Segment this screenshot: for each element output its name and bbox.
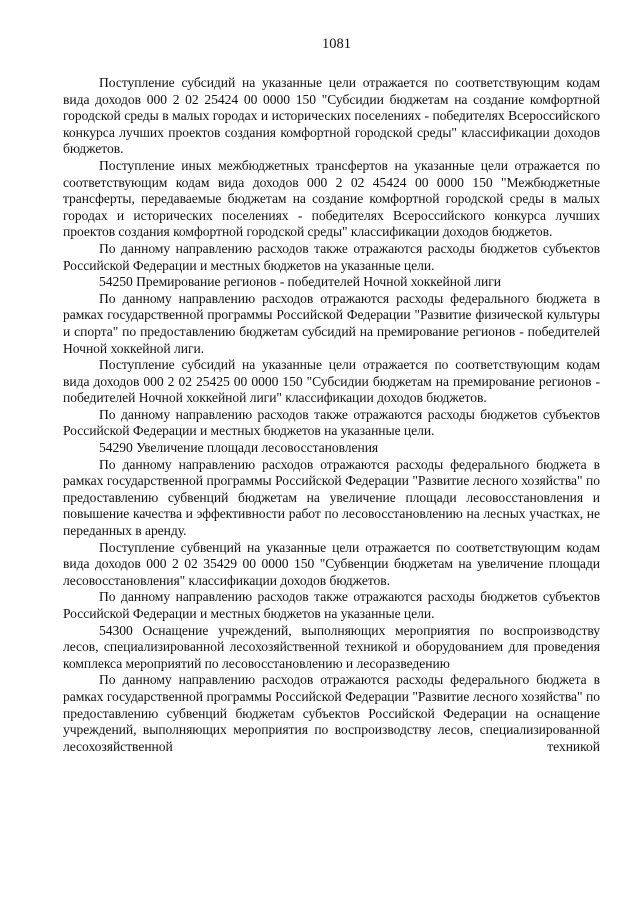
paragraph: По данному направлению расходов отражаются расходы федерального бюджета в рамках государственной программы Российской Федерации "Развитие физической культуры и спорта" по предоставлению бюджетам субсидий на премирование регионов - победителей Ночной хоккейной лиги. xyxy=(63,290,600,356)
paragraph: Поступление субсидий на указанные цели отражается по соответствующим кодам вида доходов 000 2 02 25425 00 0000 150 "Субсидии бюджетам на премирование регионов - победителей Ночной хоккейной лиги" классификации доходов бюджетов. xyxy=(63,357,600,406)
paragraph: По данному направлению расходов отражаются расходы федерального бюджета в рамках государственной программы Российской Федерации "Развитие лесного хозяйства" по предоставлению субвенций бюджетам субъектов Российской Федерации на оснащение учреждений, выполняющих мероприятия по воспроизводству лесов, специализированной лесохозяйственной техникой xyxy=(63,672,600,754)
paragraph: Поступление субсидий на указанные цели отражается по соответствующим кодам вида доходов 000 2 02 25424 00 0000 150 "Субсидии бюджетам на создание комфортной городской среды в малых городах и исторических поселениях - победителях Всероссийского конкурса лучших проектов создания комфортной городской среды" классификации доходов бюджетов. xyxy=(63,75,600,157)
section-heading: 54300 Оснащение учреждений, выполняющих мероприятия по воспроизводству лесов, специализированной лесохозяйственной техникой и оборудованием для проведения комплекса мероприятий по лесовосстановлению и лесоразведению xyxy=(63,622,600,671)
paragraph: По данному направлению расходов отражаются расходы федерального бюджета в рамках государственной программы Российской Федерации "Развитие лесного хозяйства" по предоставлению субвенций бюджетам на увеличение площади лесовосстановления и повышение качества и эффективности работ по лесовосстановлению на лесных участках, не переданных в аренду. xyxy=(63,456,600,539)
paragraph: Поступление иных межбюджетных трансфертов на указанные цели отражается по соответствующим кодам вида доходов 000 2 02 45424 00 0000 150 "Межбюджетные трансферты, передаваемые бюджетам на создание комфортной городской среды в малых городах и исторических поселениях - победителях Всероссийского конкурса лучших проектов создания комфортной городской среды" классификации доходов бюджетов. xyxy=(63,157,600,240)
section-heading: 54290 Увеличение площади лесовосстановления xyxy=(99,440,379,456)
paragraph: По данному направлению расходов также отражаются расходы бюджетов субъектов Российской Федерации и местных бюджетов на указанные цели. xyxy=(63,589,600,621)
paragraph: По данному направлению расходов также отражаются расходы бюджетов субъектов Российской Федерации и местных бюджетов на указанные цели. xyxy=(63,240,600,273)
section-heading: 54250 Премирование регионов - победителей Ночной хоккейной лиги xyxy=(99,274,501,290)
document-body xyxy=(63,75,600,755)
paragraph: Поступление субвенций на указанные цели отражается по соответствующим кодам вида доходов 000 2 02 35429 00 0000 150 "Субвенции бюджетам на увеличение площади лесовосстановления" классификации доходов бюджетов. xyxy=(63,539,600,588)
page-number: 1081 xyxy=(322,36,351,52)
paragraph: По данному направлению расходов также отражаются расходы бюджетов субъектов Российской Федерации и местных бюджетов на указанные цели. xyxy=(63,406,600,439)
